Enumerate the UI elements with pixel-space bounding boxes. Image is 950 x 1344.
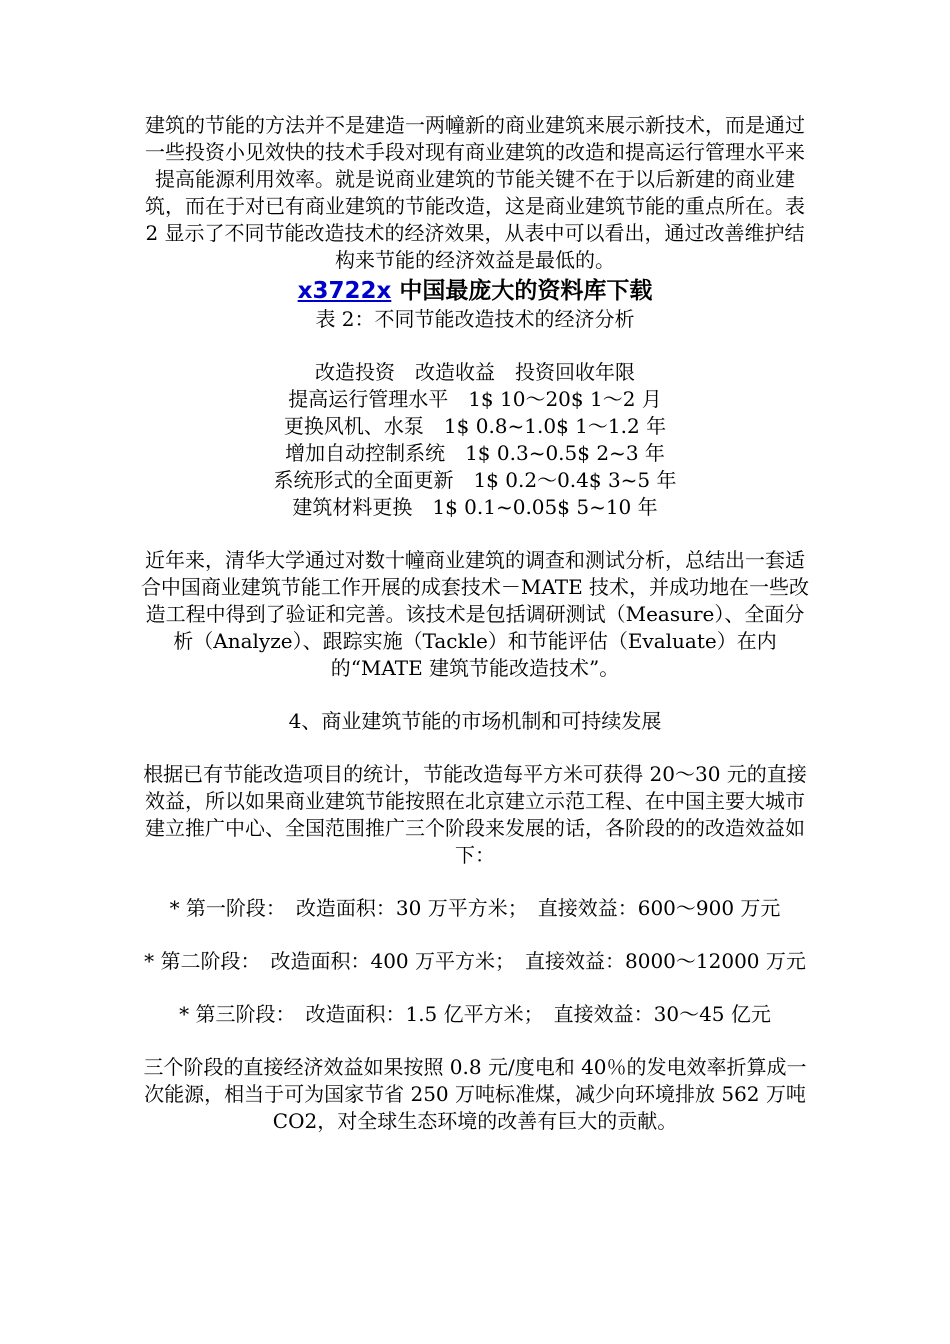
document-page — [140, 112, 810, 1135]
mate-paragraph: 近年来，清华大学通过对数十幢商业建筑的调查和测试分析，总结出一套适合中国商业建筑节能工作开展的成套技术－MATE 技术，并成功地在一些改造工程中得到了验证和完善。该技术是包括调研测试（Measure）、全面分析（Analyze）、跟踪实施（Tackle）和节能评估（Evaluate）在内的“MATE 建筑节能改造技术”。 — [140, 548, 810, 680]
download-heading — [140, 276, 810, 306]
spacer — [140, 869, 810, 895]
benefit-paragraph: 根据已有节能改造项目的统计，节能改造每平方米可获得 20～30 元的直接效益，所以如果商业建筑节能按照在北京建立示范工程、在中国主要大城市建立推广中心、全国范围推广三个阶段来发展的话，各阶段的的改造效益如下： — [143, 762, 807, 867]
download-heading-text: 中国最庞大的资料库下载 — [391, 278, 653, 304]
intro-paragraph: 建筑的节能的方法并不是建造一两幢新的商业建筑来展示新技术，而是通过一些投资小见效快的技术手段对现有商业建筑的改造和提高运行管理水平来提高能源利用效率。就是说商业建筑的节能关键不在于以后新建的商业建筑，而在于对已有商业建筑的节能改造，这是商业建筑节能的重点所在。表 2 显示了不同节能改造技术的经济效果，从表中可以看出，通过改善维护结构来节能的经济效益是最低的。 — [145, 113, 805, 272]
spacer — [140, 735, 810, 761]
table-caption: 表 2：不同节能改造技术的经济分析 — [315, 307, 635, 331]
stage-item: * 第三阶段： 改造面积：1.5 亿平方米； 直接效益：30～45 亿元 — [179, 1002, 771, 1026]
spacer — [140, 333, 810, 359]
section-title: 4、商业建筑节能的市场机制和可持续发展 — [288, 709, 662, 733]
spacer — [140, 975, 810, 1001]
stage-item: * 第一阶段： 改造面积：30 万平方米； 直接效益：600～900 万元 — [169, 896, 781, 920]
table-row: 更换风机、水泵 1$ 0.8~1.0$ 1～1.2 年 — [283, 414, 667, 438]
table-row: 增加自动控制系统 1$ 0.3~0.5$ 2~3 年 — [285, 441, 665, 465]
table-row: 建筑材料更换 1$ 0.1~0.05$ 5~10 年 — [292, 495, 658, 519]
table-header-row: 改造投资 改造收益 投资回收年限 — [315, 360, 635, 384]
spacer — [140, 682, 810, 708]
stage-item: * 第二阶段： 改造面积：400 万平方米； 直接效益：8000～12000 万元 — [144, 949, 806, 973]
spacer — [140, 521, 810, 547]
spacer — [140, 922, 810, 948]
table-row: 系统形式的全面更新 1$ 0.2～0.4$ 3~5 年 — [273, 468, 677, 492]
document-id-link[interactable]: x3722x — [297, 278, 392, 304]
table-row: 提高运行管理水平 1$ 10～20$ 1～2 月 — [288, 387, 662, 411]
conclusion-paragraph: 三个阶段的直接经济效益如果按照 0.8 元/度电和 40％的发电效率折算成一次能源，相当于可为国家节省 250 万吨标准煤，减少向环境排放 562 万吨 CO2，对全球生态环境的改善有巨大的贡献。 — [143, 1055, 807, 1133]
spacer — [140, 1028, 810, 1054]
